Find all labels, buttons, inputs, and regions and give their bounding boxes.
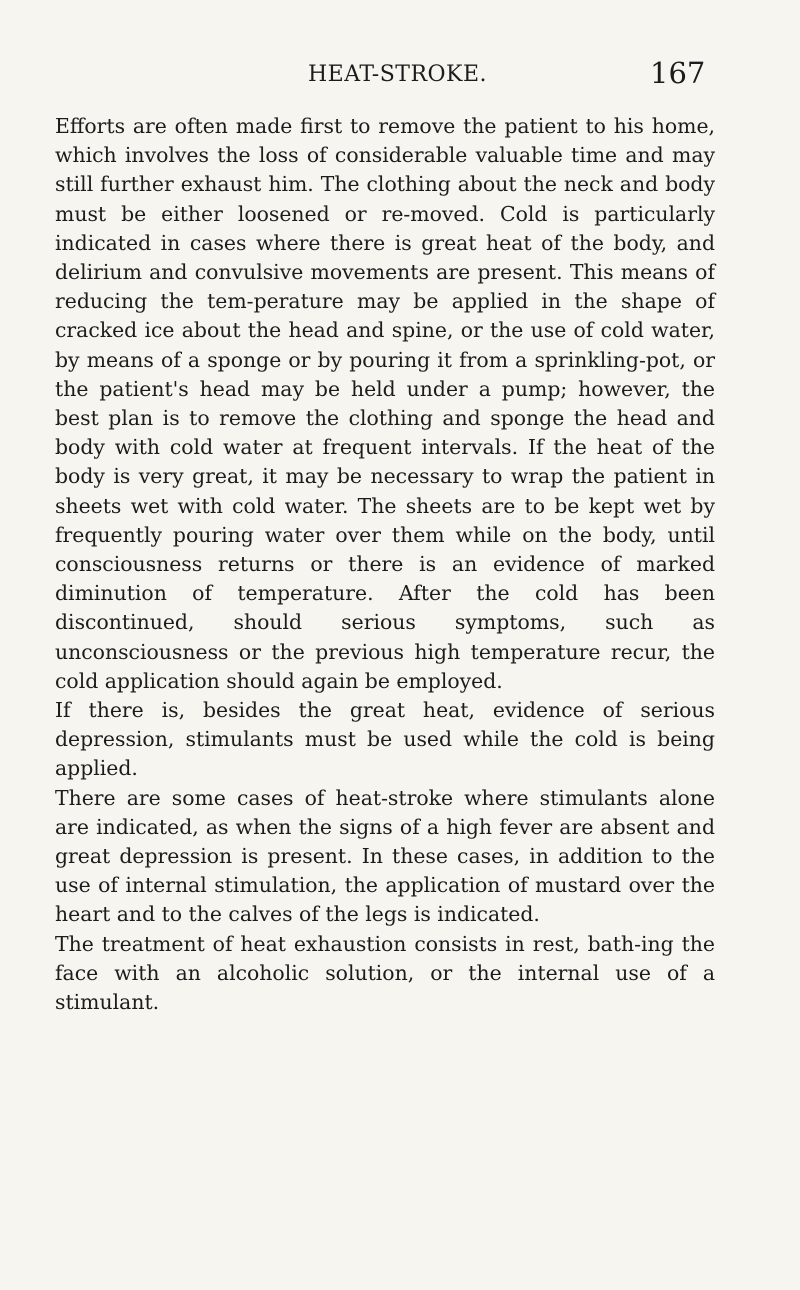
paragraph-stimulants-alone: There are some cases of heat-stroke where stimulants alone are indicated, as when the signs of a high fever are absent and great depression is present. In these cases, in addition to the use of internal stimulation, the application of mustard over the heart and to the calves of the legs is indicated. bbox=[55, 785, 715, 927]
paragraph-stimulants-with-cold: If there is, besides the great heat, evidence of serious depression, stimulants must be used while the cold is being applied. bbox=[55, 698, 715, 781]
paragraph-heat-exhaustion: The treatment of heat exhaustion consists in rest, bath-ing the face with an alcoholic solution, or the internal use of a stimulant. bbox=[55, 931, 715, 1015]
body-text bbox=[55, 112, 715, 1017]
running-head bbox=[0, 56, 800, 100]
page-number: 167 bbox=[650, 56, 706, 90]
paragraph-cold-treatment: Efforts are often made first to remove the patient to his home, which involves the loss of considerable valuable time and may still further exhaust him. The clothing about the neck and body must be either loosened or re-moved. Cold is particularly indicated in cases where there is great heat of the body, and delirium and convulsive movements are present. This means of reducing the tem-perature may be applied in the shape of cracked ice about the head and spine, or the use of cold water, by means of a sponge or by pouring it from a sprinkling-pot, or the patient's head may be held under a pump; however, the best plan is to remove the clothing and sponge the head and body with cold water at frequent intervals. If the heat of the body is very great, it may be necessary to wrap the patient in sheets wet with cold water. The sheets are to be kept wet by frequently pouring water over them while on the body, until consciousness returns or there is an evidence of marked diminution of temperature. After the cold has been discontinued, should serious symptoms, such as unconsciousness or the previous high temperature recur, the cold application should again be employed. bbox=[55, 114, 715, 693]
running-title: HEAT-STROKE. bbox=[308, 62, 488, 87]
